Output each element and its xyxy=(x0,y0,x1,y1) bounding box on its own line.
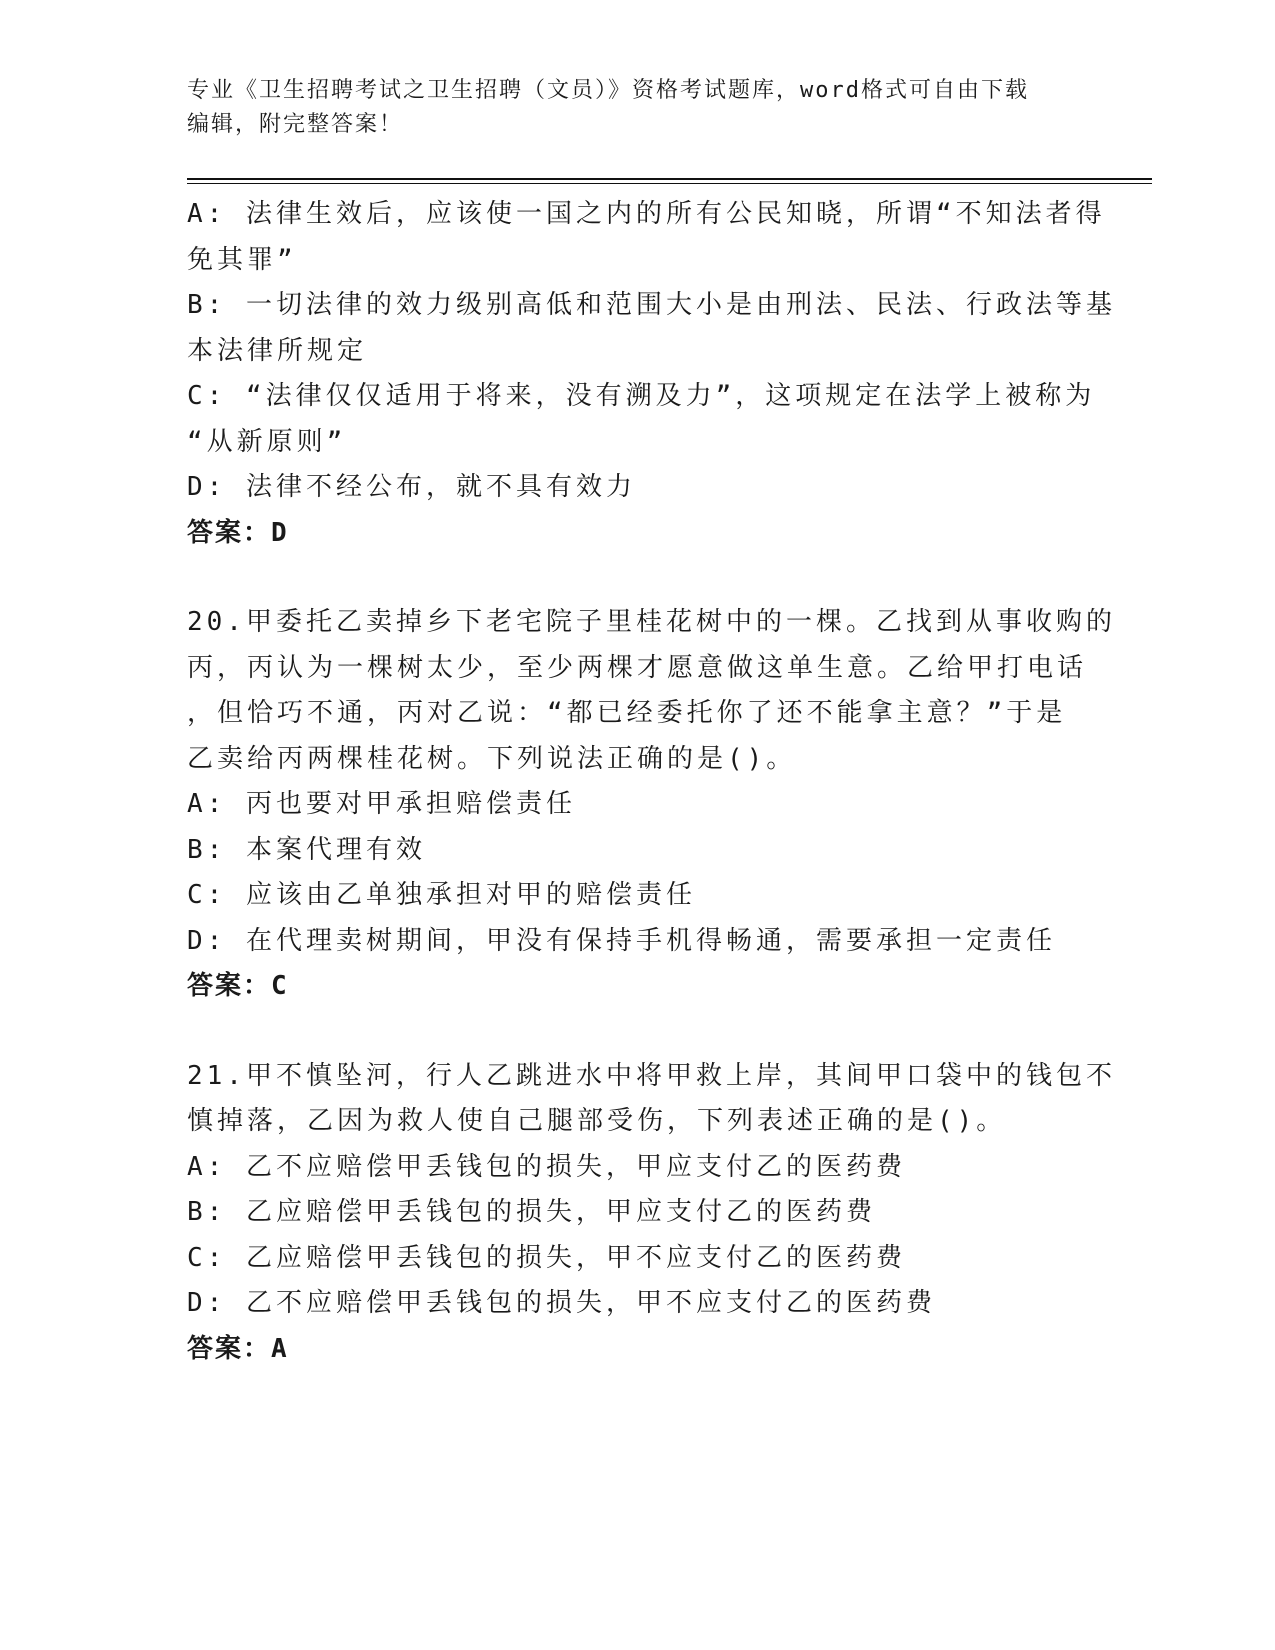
answer-label: 答案：A xyxy=(187,1333,289,1364)
answer-label: 答案：D xyxy=(187,517,289,548)
option-line: D: 法律不经公布，就不具有效力 xyxy=(187,472,636,502)
option-c: C: 应该由乙单独承担对甲的赔偿责任 xyxy=(187,880,696,910)
question-stem-line: 乙卖给丙两棵桂花树。下列说法正确的是()。 xyxy=(187,743,797,774)
option-c: C: 乙应赔偿甲丢钱包的损失，甲不应支付乙的医药费 xyxy=(187,1242,906,1273)
header-line-2: 编辑，附完整答案！ xyxy=(187,112,404,137)
question-stem-line: 丙，丙认为一棵树太少，至少两棵才愿意做这单生意。乙给甲打电话 xyxy=(187,652,1088,683)
option-b xyxy=(187,283,1116,374)
option-d: D: 乙不应赔偿甲丢钱包的损失，甲不应支付乙的医药费 xyxy=(187,1288,936,1318)
option-b: B: 乙应赔偿甲丢钱包的损失，甲应支付乙的医药费 xyxy=(187,1197,876,1227)
question-20 xyxy=(187,600,1116,1010)
option-d xyxy=(187,465,1087,511)
question-stem-line: 21.甲不慎坠河，行人乙跳进水中将甲救上岸，其间甲口袋中的钱包不 xyxy=(187,1060,1116,1091)
question-21 xyxy=(187,1054,1116,1373)
option-line: A: 法律生效后，应该使一国之内的所有公民知晓，所谓“不知法者得 xyxy=(187,199,1106,229)
option-a: A: 丙也要对甲承担赔偿责任 xyxy=(187,789,576,819)
spacer xyxy=(187,556,1087,600)
question-content xyxy=(187,192,1116,1372)
option-c xyxy=(187,374,1096,465)
header-line-1: 专业《卫生招聘考试之卫生招聘（文员）》资格考试题库，word格式可自由下载 xyxy=(187,78,1029,103)
question-stem-line: ，但恰巧不通，丙对乙说：“都已经委托你了还不能拿主意？”于是 xyxy=(187,698,1067,728)
option-line: 免其罪” xyxy=(187,244,297,275)
page-header xyxy=(187,74,1087,142)
option-line: 本法律所规定 xyxy=(187,335,368,366)
option-a: A: 乙不应赔偿甲丢钱包的损失，甲应支付乙的医药费 xyxy=(187,1151,906,1182)
prev-question-options xyxy=(187,192,1116,511)
option-line: C: “法律仅仅适用于将来，没有溯及力”，这项规定在法学上被称为 xyxy=(187,381,1096,411)
question-stem-line: 20.甲委托乙卖掉乡下老宅院子里桂花树中的一棵。乙找到从事收购的 xyxy=(187,607,1116,637)
header-divider-thick xyxy=(187,178,1152,180)
option-line: “从新原则” xyxy=(187,426,347,457)
option-d: D: 在代理卖树期间，甲没有保持手机得畅通，需要承担一定责任 xyxy=(187,925,1056,956)
answer-label: 答案：C xyxy=(187,971,289,1001)
spacer xyxy=(187,1010,1087,1054)
question-stem-line: 慎掉落，乙因为救人使自己腿部受伤，下列表述正确的是()。 xyxy=(187,1106,1007,1136)
option-a xyxy=(187,192,1106,283)
option-b: B: 本案代理有效 xyxy=(187,834,426,865)
header-divider-thin xyxy=(187,183,1152,184)
option-line: B: 一切法律的效力级别高低和范围大小是由刑法、民法、行政法等基 xyxy=(187,290,1116,320)
